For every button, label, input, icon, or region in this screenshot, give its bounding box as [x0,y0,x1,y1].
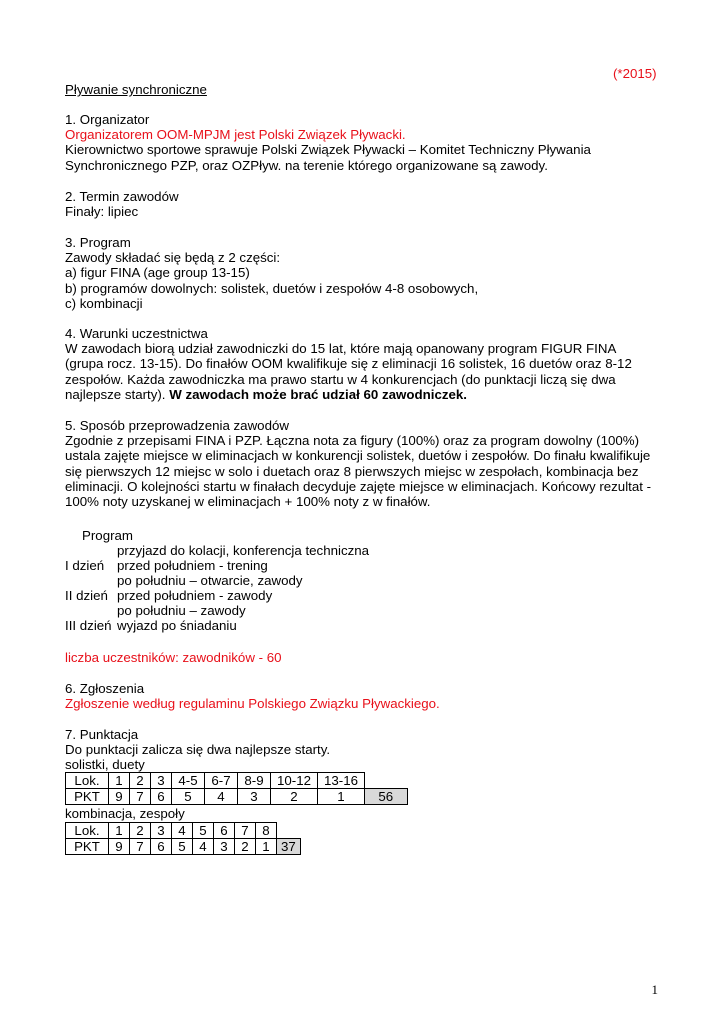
paragraph-line: W zawodach biorą udział zawodniczki do 15 lat, które mają opanowany program FIGUR FINA [65,341,617,357]
participants-count: liczba uczestników: zawodników - 60 [65,650,282,665]
table-cell: 3 [214,839,235,855]
paragraph-line [65,387,665,402]
table-cell: 8-9 [238,773,271,789]
list-item: a) figur FINA (age group 13-15) [65,265,250,281]
table-label: kombinacja, zespoły [65,806,185,821]
schedule-title: Program [82,528,133,543]
table-cell: 7 [130,839,151,855]
table-cell: 1 [256,839,277,855]
table-cell: 1 [109,823,130,839]
table-total-cell: 37 [277,839,301,855]
schedule-item: po południu – otwarcie, zawody [117,573,303,589]
paragraph-line: Kierownictwo sportowe sprawuje Polski Związek Pływacki – Komitet Techniczny Pływania [65,142,591,158]
paragraph-line: (grupa rocz. 13-15). Do finałów OOM kwalifikuje się z eliminacji 16 solistek, 16 duetów oraz 8-12 [65,356,632,372]
document-title: Pływanie synchroniczne [65,82,207,97]
team-combination-points-table [65,822,301,855]
section-heading: 6. Zgłoszenia [65,681,145,696]
paragraph-line: Finały: lipiec [65,204,139,220]
table-cell: 4-5 [172,773,205,789]
section-registration [65,681,665,711]
schedule-item: wyjazd po śniadaniu [117,618,237,634]
paragraph-line: Zawody składać się będą z 2 części: [65,250,281,266]
table-cell: 5 [172,789,205,805]
table-row [66,823,301,839]
schedule [65,528,665,634]
list-item: c) kombinacji [65,295,143,311]
paragraph-line: się pierwszych 12 miejsc w solo i duetach oraz 8 pierwszych miejsc w zespołach, kombinacja bez [65,463,639,479]
section-heading: 2. Termin zawodów [65,189,179,204]
table-cell: 4 [193,839,214,855]
table-cell: 7 [235,823,256,839]
table-cell: 2 [271,789,318,805]
schedule-item: przed południem - trening [117,558,268,574]
paragraph-line: 100% noty uzyskanej w eliminacjach + 100% noty z w finałów. [65,494,431,510]
section-organizer [65,112,665,173]
table-cell: 9 [109,789,130,805]
paragraph-line: eliminacji. O kolejności startu w finałach decyduje zajęte miejsce w eliminacjach. Końcowy rezultat - [65,478,652,494]
paragraph-line: Do punktacji zalicza się dwa najlepsze starty. [65,742,331,758]
table-cell: 5 [172,839,193,855]
list-item: b) programów dowolnych: solistek, duetów i zespołów 4-8 osobowych, [65,280,479,296]
table-row [66,789,408,805]
section-participation [65,326,665,402]
paragraph-line: ustala zajęte miejsce w eliminacjach w konkurencji solistek, duetów i zespołów. Do finału kwalifikuje [65,448,651,464]
table-cell: 1 [318,789,365,805]
table-cell: 8 [256,823,277,839]
table-cell: 6 [214,823,235,839]
section-heading: 1. Organizator [65,112,150,127]
year-tag: (*2015) [613,66,657,81]
schedule-item: przed południem - zawody [117,588,273,604]
section-heading: 4. Warunki uczestnictwa [65,326,208,341]
solo-duet-points-table [65,772,408,805]
paragraph-line: zespołów. Każda zawodniczka ma prawo startu w 4 konkurencjach (do punktacji liczą się dwa [65,371,616,387]
section-scoring [65,727,665,773]
table-cell: 1 [109,773,130,789]
table-cell: 9 [109,839,130,855]
table-cell: 3 [151,773,172,789]
schedule-item: po południu – zawody [117,603,246,619]
table-label: solistki, duety [65,757,145,773]
table-total-cell: 56 [365,789,408,805]
table-cell: 2 [130,823,151,839]
table-cell: 3 [151,823,172,839]
table-cell: 5 [193,823,214,839]
schedule-rows [65,543,665,634]
section-heading: 3. Program [65,235,131,250]
table-cell: PKT [66,839,109,855]
table-cell: 10-12 [271,773,318,789]
section-heading: 5. Sposób przeprowadzenia zawodów [65,418,289,433]
paragraph-text: najlepsze starty). [65,386,170,402]
table-cell: 4 [205,789,238,805]
table-cell: Lok. [66,773,109,789]
table-cell-empty [277,823,301,839]
table-cell: 2 [235,839,256,855]
section-heading: 7. Punktacja [65,727,139,742]
schedule-day: III dzień [65,618,112,634]
table-cell: PKT [66,789,109,805]
table-cell: 7 [130,789,151,805]
table-cell: Lok. [66,823,109,839]
registration-statement: Zgłoszenie według regulaminu Polskiego Związku Pływackiego. [65,696,440,712]
table-cell: 13-16 [318,773,365,789]
table-cell: 4 [172,823,193,839]
schedule-day: I dzień [65,558,105,574]
table-cell: 6 [151,839,172,855]
table-cell: 3 [238,789,271,805]
paragraph-line: Synchronicznego PZP, oraz OZPływ. na terenie którego organizowane są zawody. [65,157,548,173]
table-cell: 2 [130,773,151,789]
table-row [66,839,301,855]
schedule-item: przyjazd do kolacji, konferencja techniczna [117,543,370,559]
page-number: 1 [651,981,658,997]
table-cell: 6 [151,789,172,805]
schedule-day: II dzień [65,588,108,604]
section-program [65,235,665,311]
table-cell: 6-7 [205,773,238,789]
table-cell-empty [365,773,408,789]
paragraph-line: Zgodnie z przepisami FINA i PZP. Łączna nota za figury (100%) oraz za program dowolny (100%) [65,433,640,449]
section-procedure [65,418,665,509]
max-participants-note: W zawodach może brać udział 60 zawodniczek. [169,386,467,402]
section-date [65,189,665,219]
organizer-statement: Organizatorem OOM-MPJM jest Polski Związek Pływacki. [65,127,406,143]
table-row [66,773,408,789]
